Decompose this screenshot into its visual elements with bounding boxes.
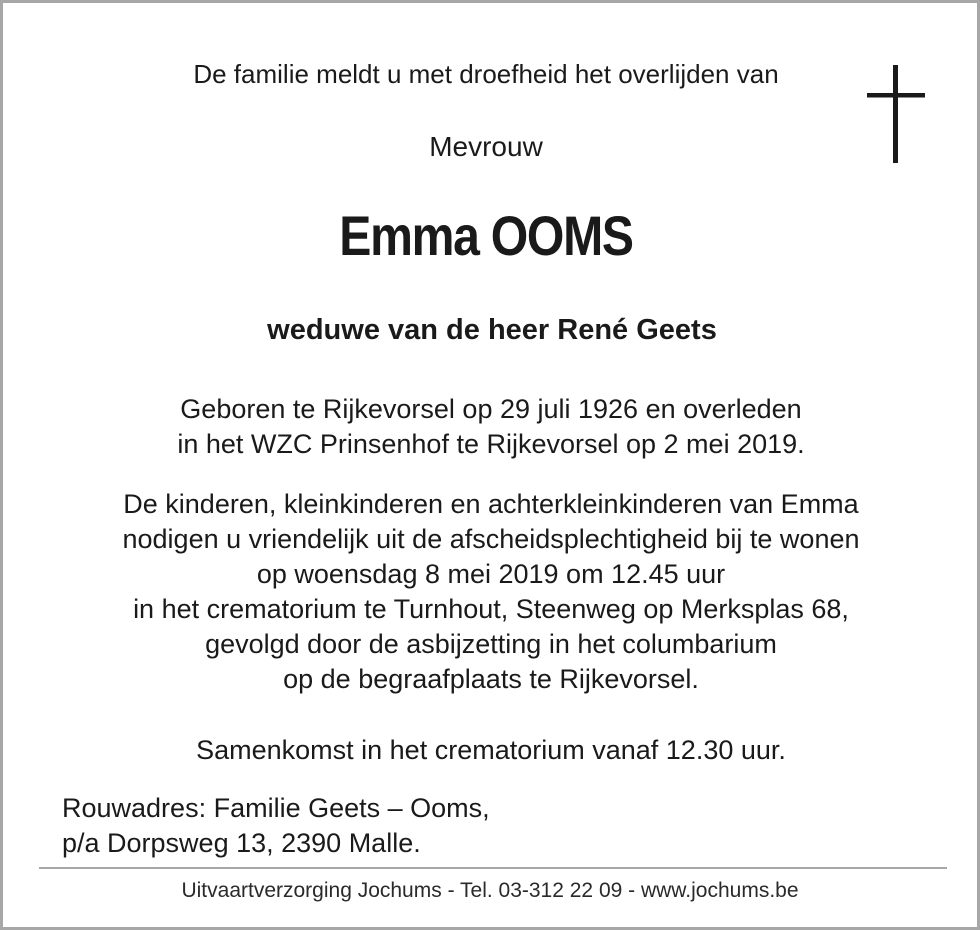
paragraph-line: nodigen u vriendelijk uit de afscheidsplechtigheid bij te wonen: [122, 524, 860, 554]
gathering-paragraph: [1, 733, 980, 768]
paragraph-line: op woensdag 8 mei 2019 om 12.45 uur: [256, 559, 726, 589]
paragraph-line: Samenkomst in het crematorium vanaf 12.30 uur.: [196, 735, 786, 765]
deceased-name: Emma OOMS: [339, 204, 633, 267]
mourning-address: [62, 791, 490, 861]
paragraph-line: op de begraafplaats te Rijkevorsel.: [283, 664, 699, 694]
address-line: p/a Dorpsweg 13, 2390 Malle.: [62, 828, 421, 858]
paragraph-line: Geboren te Rijkevorsel op 29 juli 1926 en overleden: [180, 394, 802, 424]
birth-death-paragraph: [1, 392, 980, 462]
address-line: Rouwadres: Familie Geets – Ooms,: [62, 793, 490, 823]
paragraph-line: De kinderen, kleinkinderen en achterkleinkinderen van Emma: [123, 489, 859, 519]
invitation-paragraph: [1, 487, 980, 697]
relation-line: weduwe van de heer René Geets: [267, 314, 717, 346]
paragraph-line: gevolgd door de asbijzetting in het columbarium: [205, 629, 777, 659]
funeral-home-footer: Uitvaartverzorging Jochums - Tel. 03-312 22 09 - www.jochums.be: [181, 879, 799, 902]
intro-text: De familie meldt u met droefheid het overlijden van: [193, 59, 779, 89]
salutation: Mevrouw: [429, 131, 543, 162]
paragraph-line: in het crematorium te Turnhout, Steenweg op Merksplas 68,: [133, 594, 849, 624]
divider: [39, 867, 947, 869]
paragraph-line: in het WZC Prinsenhof te Rijkevorsel op 2 mei 2019.: [177, 429, 805, 459]
